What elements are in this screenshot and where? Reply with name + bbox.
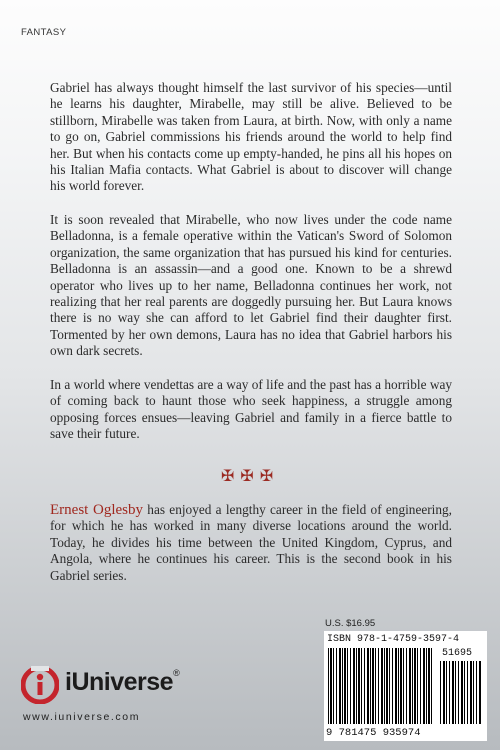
price-code: 51695 (442, 648, 473, 659)
publisher-name: iUniverse® (65, 668, 180, 696)
cross-ornament: ✠✠✠ (220, 466, 280, 485)
barcode-bars (328, 648, 432, 724)
genre-label: FANTASY (21, 27, 67, 38)
isbn-text: ISBN 978-1-4759-3597-4 (327, 634, 460, 645)
publisher-website: www.iuniverse.com (23, 711, 141, 723)
price-label: U.S. $16.95 (325, 618, 376, 629)
blurb-paragraph-2: It is soon revealed that Mirabelle, who now lives under the code name Belladonna, is a female operative within the Vatican's Sword of Solomon organization, the same organization that has pursued his kind for centuries. Belladonna is an assassin—and a good one. Known to be a shrewd operator who lives up to her name, Belladonna continues her work, not realizing that her real parents are doggedly pursuing her. But Laura knows there is no way she can afford to let Gabriel find their daughter first. Tormented by her own demons, Laura has no idea that Gabriel harbors his own dark secrets. (50, 212, 452, 359)
author-name: Ernest Oglesby (50, 502, 144, 518)
author-bio-text: has enjoyed a lengthy career in the field of engineering, for which he has worked in many diverse locations around the world. Today, he divides his time between the United Kingdom, Cyprus, and Angola, where he continues his career. This is the second book in his Gabriel series. (50, 502, 452, 583)
iuniverse-logo-icon (21, 666, 59, 704)
publisher-logo (21, 664, 191, 704)
blurb-paragraph-3: In a world where vendettas are a way of life and the past has a horrible way of coming back to haunt those who seek happiness, a struggle among opposing forces ensues—leaving Gabriel and family in a fierce battle to save their future. (50, 377, 452, 442)
barcode-digits: 9 781475 935974 (326, 727, 421, 739)
barcode (324, 631, 487, 741)
barcode-addon-bars (440, 661, 482, 724)
author-bio (50, 502, 452, 584)
blurb-paragraph-1: Gabriel has always thought himself the last survivor of his species—until he learns his daughter, Mirabelle, may still be alive. Believed to be stillborn, Mirabelle was taken from Laura, at birth. Now, with only a name to go on, Gabriel commissions his friends around the world to help find her. But when his contacts come up empty-handed, he pins all his hopes on his Italian Mafia contacts. What Gabriel is about to discover will change his world forever. (50, 80, 452, 194)
